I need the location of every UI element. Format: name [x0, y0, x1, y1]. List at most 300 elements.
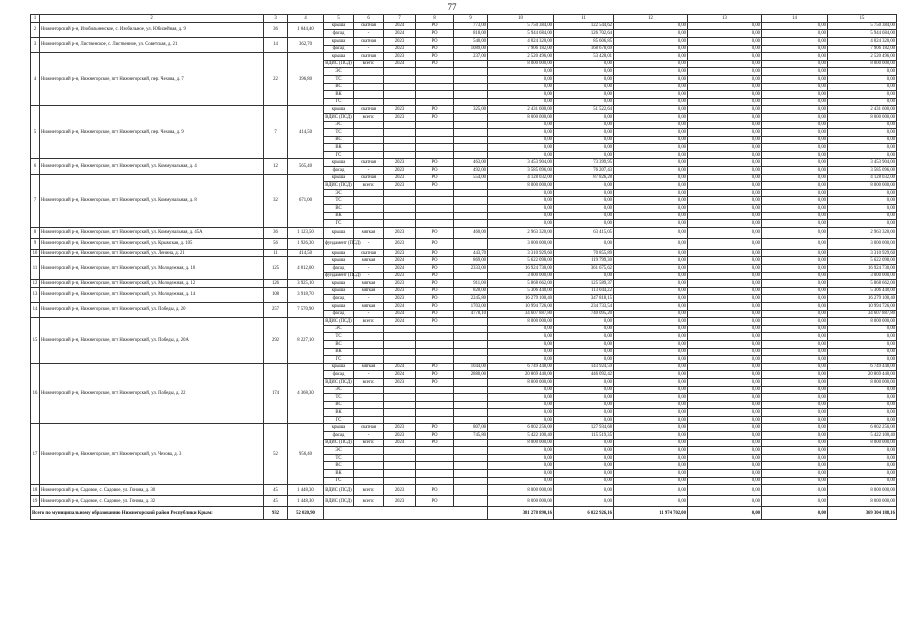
roof-type — [354, 220, 384, 228]
building-address: Нижнегорский р-н, Нижнегорское, пгт Нижнегорский, ул. Молодежная, д. 10 — [40, 257, 264, 280]
fund-owners: 6 749 448,00 — [828, 363, 897, 371]
fund-owners: 0,00 — [828, 68, 897, 76]
roof-type: скатная — [354, 37, 384, 45]
volume — [454, 386, 488, 394]
apartments-count: 45 — [264, 485, 288, 496]
fund-federal: 0,00 — [614, 45, 688, 53]
year: 2023 — [384, 295, 416, 303]
fund-local: 0,00 — [762, 136, 828, 144]
fund-source — [416, 75, 454, 83]
roof-type — [354, 454, 384, 462]
fund-owners: 5 868 662,00 — [828, 280, 897, 288]
total-area: 52 020,90 — [288, 507, 324, 520]
volume — [454, 129, 488, 137]
year — [384, 197, 416, 205]
work-type: ВС — [324, 83, 354, 91]
volume: 2245,80 — [454, 295, 488, 303]
cost-per-unit: 0,00 — [554, 348, 614, 356]
fund-owners: 5 622 098,00 — [828, 257, 897, 265]
fund-local: 0,00 — [762, 409, 828, 417]
cost-per-unit: 0,00 — [554, 238, 614, 249]
fund-owners: 0,00 — [828, 91, 897, 99]
fund-regional: 0,00 — [688, 136, 762, 144]
row-number: 4 — [31, 53, 40, 106]
roof-type — [354, 409, 384, 417]
fund-local: 0,00 — [762, 416, 828, 424]
roof-type — [354, 212, 384, 220]
cost-per-unit: 0,00 — [554, 496, 614, 507]
cost-total: 6 749 448,00 — [488, 363, 554, 371]
fund-local: 0,00 — [762, 432, 828, 440]
roof-type — [354, 447, 384, 455]
cost-per-unit: 115 519,35 — [554, 432, 614, 440]
year: 2024 — [384, 60, 416, 68]
fund-regional: 0,00 — [688, 22, 762, 30]
roof-type: скатная — [354, 174, 384, 182]
cost-per-unit: 347 818,15 — [554, 295, 614, 303]
cost-total: 5 868 662,00 — [488, 280, 554, 288]
column-number: 1 — [31, 15, 40, 23]
fund-federal: 0,00 — [614, 356, 688, 364]
roof-type: мягкая — [354, 302, 384, 310]
roof-type — [354, 83, 384, 91]
year: 2024 — [384, 310, 416, 318]
cost-per-unit: 740 095,20 — [554, 310, 614, 318]
fund-federal: 0,00 — [614, 167, 688, 175]
fund-owners: 0,00 — [828, 144, 897, 152]
row-number: 2 — [31, 22, 40, 37]
building-area: 1 123,50 — [288, 227, 324, 238]
cost-per-unit: 0,00 — [554, 182, 614, 190]
fund-federal: 0,00 — [614, 22, 688, 30]
cost-per-unit: 0,00 — [554, 378, 614, 386]
cost-total: 0,00 — [488, 205, 554, 213]
work-type: крыша — [324, 257, 354, 265]
fund-regional: 0,00 — [688, 356, 762, 364]
year — [384, 477, 416, 485]
fund-local: 0,00 — [762, 91, 828, 99]
fund-federal: 0,00 — [614, 302, 688, 310]
fund-regional: 0,00 — [688, 212, 762, 220]
fund-local: 0,00 — [762, 454, 828, 462]
cost-total: 0,00 — [488, 212, 554, 220]
total-col-13: 0,00 — [688, 507, 762, 520]
fund-local: 0,00 — [762, 485, 828, 496]
volume — [454, 205, 488, 213]
volume — [454, 416, 488, 424]
fund-regional: 0,00 — [688, 182, 762, 190]
year: 2023 — [384, 272, 416, 280]
year: 2023 — [384, 496, 416, 507]
cost-total: 3 000 000,00 — [488, 238, 554, 249]
cost-total: 0,00 — [488, 144, 554, 152]
year — [384, 144, 416, 152]
cost-total: 8 000 000,00 — [488, 496, 554, 507]
row-number: 15 — [31, 318, 40, 364]
fund-owners: 0,00 — [828, 75, 897, 83]
year — [384, 91, 416, 99]
year: 2023 — [384, 249, 416, 257]
cost-per-unit: 0,00 — [554, 60, 614, 68]
row-number: 9 — [31, 238, 40, 249]
building-area: 1 044,40 — [288, 22, 324, 37]
volume — [454, 189, 488, 197]
fund-source: РО — [416, 363, 454, 371]
fund-owners: 5 422 100,40 — [828, 432, 897, 440]
roof-type: всего: — [354, 60, 384, 68]
apartments-count: 32 — [264, 174, 288, 227]
year: 2024 — [384, 265, 416, 273]
building-area: 396,80 — [288, 53, 324, 106]
fund-federal: 0,00 — [614, 129, 688, 137]
fund-owners: 2 520 496,00 — [828, 53, 897, 61]
fund-regional: 0,00 — [688, 432, 762, 440]
cost-per-unit: 0,00 — [554, 394, 614, 402]
volume — [454, 477, 488, 485]
fund-owners: 2 431 600,00 — [828, 106, 897, 114]
volume — [454, 212, 488, 220]
fund-federal: 0,00 — [614, 238, 688, 249]
fund-local: 0,00 — [762, 129, 828, 137]
roof-type: - — [354, 30, 384, 38]
fund-federal: 0,00 — [614, 295, 688, 303]
column-number: 8 — [416, 15, 454, 23]
year — [384, 333, 416, 341]
building-address: Нижнегорский р-н, Изобильненское, с. Изобильное, ул. Юбилейная, д. 9 — [40, 22, 264, 37]
cost-per-unit: 85 606,85 — [554, 37, 614, 45]
fund-source — [416, 121, 454, 129]
work-type: фундамент (ПСД) — [324, 238, 354, 249]
year — [384, 68, 416, 76]
fund-federal: 0,00 — [614, 432, 688, 440]
fund-federal: 0,00 — [614, 439, 688, 447]
fund-local: 0,00 — [762, 37, 828, 45]
fund-source — [416, 136, 454, 144]
year — [384, 75, 416, 83]
roof-type: - — [354, 310, 384, 318]
fund-source — [416, 144, 454, 152]
table-row — [31, 280, 897, 288]
work-type: ВДИС (ПСД) — [325, 61, 352, 67]
volume: 540,00 — [454, 37, 488, 45]
work-type: фасад — [324, 265, 354, 273]
cost-total: 2 963 320,00 — [488, 227, 554, 238]
fund-owners: 0,00 — [828, 121, 897, 129]
apartments-count: 52 — [264, 424, 288, 485]
cost-total: 8 000 000,00 — [488, 182, 554, 190]
fund-owners: 0,00 — [828, 386, 897, 394]
fund-local: 0,00 — [762, 333, 828, 341]
fund-regional: 0,00 — [688, 174, 762, 182]
fund-local: 0,00 — [762, 477, 828, 485]
year — [384, 129, 416, 137]
year — [384, 416, 416, 424]
building-area: 956,40 — [288, 424, 324, 485]
table-row — [31, 106, 897, 114]
fund-source — [416, 83, 454, 91]
fund-regional: 0,00 — [688, 280, 762, 288]
column-number-row — [31, 15, 897, 23]
cost-per-unit: 119 799,30 — [554, 257, 614, 265]
table-row — [31, 318, 897, 326]
roof-type — [354, 144, 384, 152]
fund-owners: 8 000 000,00 — [828, 485, 897, 496]
fund-regional: 0,00 — [688, 340, 762, 348]
fund-regional: 0,00 — [688, 37, 762, 45]
apartments-count: 14 — [264, 37, 288, 52]
apartments-count: 22 — [264, 53, 288, 106]
volume — [454, 113, 488, 121]
year — [384, 121, 416, 129]
year: 2024 — [384, 371, 416, 379]
volume — [454, 462, 488, 470]
roof-type: скатная — [354, 159, 384, 167]
volume: 237,00 — [454, 53, 488, 61]
volume — [454, 378, 488, 386]
work-type: фасад — [324, 295, 354, 303]
roof-type: - — [354, 45, 384, 53]
fund-source: РО — [416, 439, 454, 447]
cost-per-unit: 0,00 — [554, 75, 614, 83]
cost-total: 8 000 000,00 — [488, 113, 554, 121]
cost-total: 2 520 496,00 — [488, 53, 554, 61]
fund-federal: 0,00 — [614, 151, 688, 159]
fund-local: 0,00 — [762, 363, 828, 371]
fund-local: 0,00 — [762, 167, 828, 175]
fund-source: РО — [416, 424, 454, 432]
building-address: Нижнегорский р-н, Нижнегорское, пгт Нижнегорский, ул. Победы, д. 20 — [40, 302, 264, 317]
roof-type — [354, 386, 384, 394]
fund-owners: 3 000 000,00 — [828, 272, 897, 280]
total-row — [31, 507, 897, 520]
fund-local: 0,00 — [762, 212, 828, 220]
cost-total: 0,00 — [488, 356, 554, 364]
roof-type — [354, 197, 384, 205]
fund-local: 0,00 — [762, 447, 828, 455]
work-type: крыша — [324, 287, 354, 295]
cost-per-unit: 0,00 — [554, 333, 614, 341]
volume: 2880,00 — [454, 371, 488, 379]
volume — [454, 318, 488, 326]
fund-regional: 0,00 — [688, 485, 762, 496]
work-type: ВК — [324, 91, 354, 99]
building-area: 4 012,00 — [288, 257, 324, 280]
volume — [454, 75, 488, 83]
fund-source — [416, 394, 454, 402]
cost-per-unit: 446 092,42 — [554, 371, 614, 379]
fund-owners: 8 000 000,00 — [828, 318, 897, 326]
roof-type: мягкая — [354, 363, 384, 371]
roof-type: - — [354, 295, 384, 303]
fund-owners: 5 944 684,00 — [828, 30, 897, 38]
roof-type — [354, 68, 384, 76]
fund-owners: 0,00 — [828, 136, 897, 144]
work-type: ВС — [324, 462, 354, 470]
fund-regional: 0,00 — [688, 394, 762, 402]
work-type: ЭС — [324, 447, 354, 455]
year — [384, 205, 416, 213]
roof-type: всего: — [354, 485, 384, 496]
roof-type — [354, 462, 384, 470]
fund-local: 0,00 — [762, 197, 828, 205]
roof-type — [354, 333, 384, 341]
total-label: Всего по муниципальному образованию Нижнегорский район Республики Крым: — [31, 507, 264, 520]
work-type: ЭС — [324, 325, 354, 333]
table-row — [31, 238, 897, 249]
volume — [454, 60, 488, 68]
fund-federal: 0,00 — [614, 182, 688, 190]
fund-local: 0,00 — [762, 302, 828, 310]
building-address: Нижнегорский р-н, Нижнегорское, пгт Нижнегорский, пер. Чехова, д. 9 — [40, 106, 264, 159]
cost-total: 0,00 — [488, 340, 554, 348]
fund-regional: 0,00 — [688, 75, 762, 83]
cost-per-unit: 0,00 — [554, 462, 614, 470]
roof-type — [354, 394, 384, 402]
cost-total: 0,00 — [488, 454, 554, 462]
roof-type — [354, 356, 384, 364]
fund-local: 0,00 — [762, 496, 828, 507]
cost-per-unit: 0,00 — [554, 189, 614, 197]
fund-owners: 3 000 000,00 — [828, 238, 897, 249]
volume — [454, 340, 488, 348]
fund-regional: 0,00 — [688, 91, 762, 99]
fund-local: 0,00 — [762, 189, 828, 197]
cost-total: 0,00 — [488, 91, 554, 99]
building-area: 8 227,10 — [288, 318, 324, 364]
cost-total: 8 000 000,00 — [488, 439, 554, 447]
cost-total: 0,00 — [488, 197, 554, 205]
work-type: ГС — [324, 151, 354, 159]
roof-type: мягкая — [354, 257, 384, 265]
cost-total: 0,00 — [488, 129, 554, 137]
fund-source: РО — [416, 302, 454, 310]
table-row — [31, 257, 897, 265]
fund-source — [416, 401, 454, 409]
roof-type: мягкая — [354, 227, 384, 238]
volume — [454, 356, 488, 364]
fund-regional: 0,00 — [688, 265, 762, 273]
fund-federal: 0,00 — [614, 363, 688, 371]
row-number: 6 — [31, 159, 40, 174]
roof-type — [354, 340, 384, 348]
fund-owners: 3 585 096,00 — [828, 167, 897, 175]
volume — [454, 98, 488, 106]
year — [384, 136, 416, 144]
apartments-count: 126 — [264, 280, 288, 288]
work-type: крыша — [324, 37, 354, 45]
fund-federal: 0,00 — [614, 310, 688, 318]
table-row — [31, 363, 897, 371]
year: 2023 — [384, 238, 416, 249]
total-col-15: 369 304 188,16 — [828, 507, 897, 520]
volume — [454, 333, 488, 341]
fund-federal: 0,00 — [614, 144, 688, 152]
building-address: Нижнегорский р-н, Нижнегорское, пгт Нижнегорский, ул. Победы, д. 22 — [40, 363, 264, 424]
cost-total: 0,00 — [488, 75, 554, 83]
roof-type: - — [354, 272, 384, 280]
volume — [454, 144, 488, 152]
table-body — [31, 15, 897, 520]
cost-total: 5 306 440,00 — [488, 287, 554, 295]
roof-type: всего: — [354, 318, 384, 326]
work-type: ГС — [324, 220, 354, 228]
building-address: Нижнегорский р-н, Лиственское, с. Лиственное, ул. Советская, д. 21 — [40, 37, 264, 52]
fund-federal: 0,00 — [614, 68, 688, 76]
fund-local: 0,00 — [762, 53, 828, 61]
cost-per-unit: 113 044,22 — [554, 287, 614, 295]
cost-total: 0,00 — [488, 462, 554, 470]
cost-per-unit: 143 924,59 — [554, 363, 614, 371]
building-address: Нижнегорский р-н, Нижнегорское, пгт Нижнегорский, ул. Молодежная, д. 14 — [40, 287, 264, 302]
fund-federal: 0,00 — [614, 257, 688, 265]
apartments-count: 56 — [264, 238, 288, 249]
volume: 1089,00 — [454, 45, 488, 53]
fund-owners: 0,00 — [828, 454, 897, 462]
cost-total: 6 002 256,00 — [488, 424, 554, 432]
row-number: 12 — [31, 280, 40, 288]
fund-regional: 0,00 — [688, 98, 762, 106]
fund-federal: 0,00 — [614, 462, 688, 470]
fund-owners: 0,00 — [828, 477, 897, 485]
repair-register-table — [30, 14, 897, 520]
cost-per-unit: 0,00 — [554, 98, 614, 106]
fund-federal: 0,00 — [614, 60, 688, 68]
apartments-count: 7 — [264, 106, 288, 159]
work-type: ВДИС (ПСД) — [325, 440, 352, 446]
cost-total: 16 279 100,40 — [488, 295, 554, 303]
cost-per-unit: 63 415,05 — [554, 227, 614, 238]
row-number: 7 — [31, 174, 40, 227]
work-type: ВК — [324, 144, 354, 152]
fund-owners: 8 000 000,00 — [828, 496, 897, 507]
fund-federal: 0,00 — [614, 159, 688, 167]
cost-total: 3 310 929,60 — [488, 249, 554, 257]
cost-per-unit: 53 428,01 — [554, 53, 614, 61]
year: 2023 — [384, 287, 416, 295]
fund-federal: 0,00 — [614, 174, 688, 182]
fund-owners: 16 279 100,40 — [828, 295, 897, 303]
fund-local: 0,00 — [762, 83, 828, 91]
work-type: ТС — [324, 197, 354, 205]
roof-type: всего: — [354, 439, 384, 447]
fund-owners: 2 963 320,00 — [828, 227, 897, 238]
work-type: ГС — [324, 416, 354, 424]
cost-per-unit: 0,00 — [554, 121, 614, 129]
year: 2024 — [384, 318, 416, 326]
roof-type: скатная — [354, 106, 384, 114]
fund-regional: 0,00 — [688, 30, 762, 38]
column-number: 5 — [324, 15, 354, 23]
fund-source: РО — [416, 167, 454, 175]
cost-per-unit: 0,00 — [554, 485, 614, 496]
cost-per-unit: 0,00 — [554, 144, 614, 152]
work-type: ВДИС (ПСД) — [324, 485, 354, 496]
fund-source: РО — [416, 318, 454, 326]
roof-type: скатная — [354, 249, 384, 257]
work-type: крыша — [324, 22, 354, 30]
fund-local: 0,00 — [762, 121, 828, 129]
fund-regional: 0,00 — [688, 167, 762, 175]
fund-local: 0,00 — [762, 159, 828, 167]
year: 2023 — [384, 167, 416, 175]
work-type: ТС — [324, 394, 354, 402]
fund-federal: 0,00 — [614, 98, 688, 106]
cost-per-unit: 126 702,64 — [554, 30, 614, 38]
fund-local: 0,00 — [762, 45, 828, 53]
fund-federal: 0,00 — [614, 136, 688, 144]
year: 2023 — [384, 485, 416, 496]
fund-source: РО — [416, 272, 454, 280]
